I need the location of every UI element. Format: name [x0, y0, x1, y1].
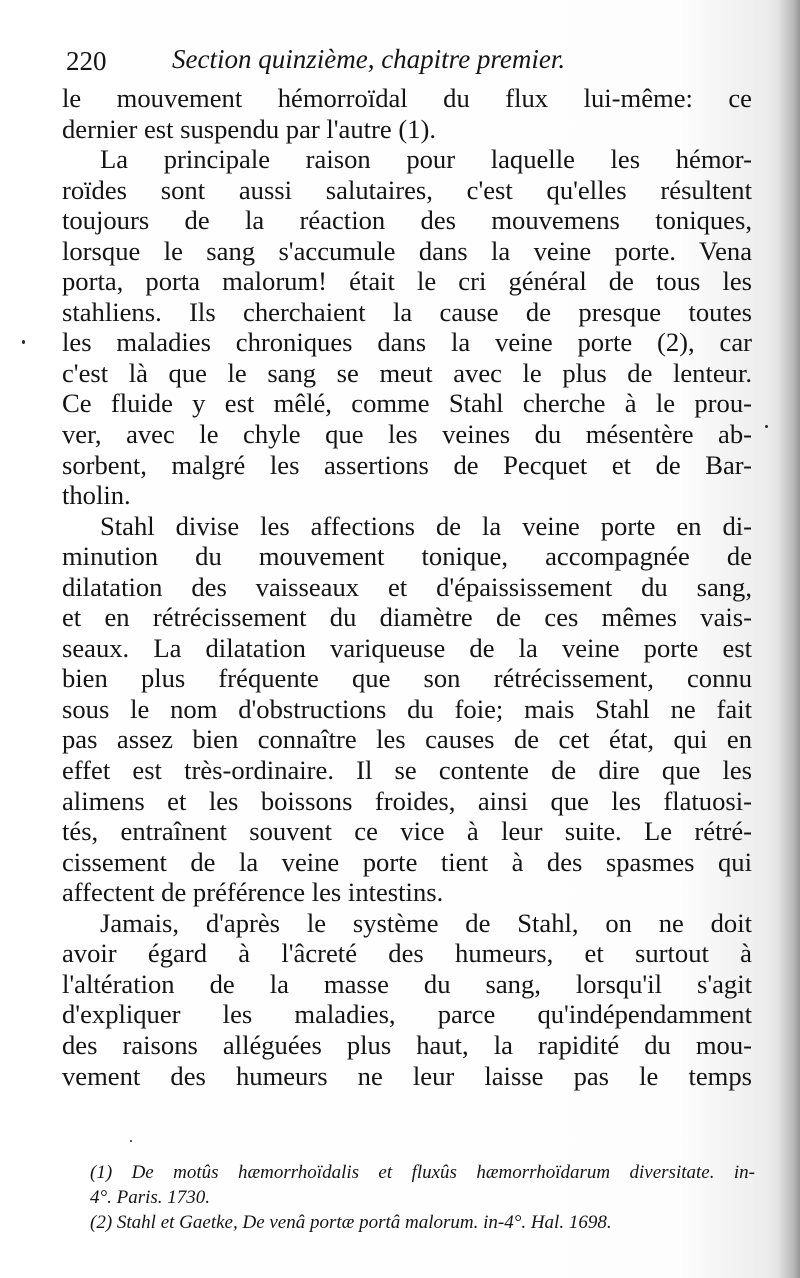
- text-line: les maladies chroniques dans la veine porte (2), car: [62, 327, 752, 358]
- text-line: pas assez bien connaître les causes de cet état, qui en: [62, 724, 752, 755]
- footnote-line: 4°. Paris. 1730.: [90, 1187, 211, 1208]
- text-line: Ce fluide y est mêlé, comme Stahl cherche à le prou-: [62, 388, 752, 419]
- text-line: minution du mouvement tonique, accompagnée de: [62, 541, 752, 572]
- footnotes: [90, 1160, 755, 1235]
- text-line: lorsque le sang s'accumule dans la veine porte. Vena: [62, 235, 752, 266]
- text-line: ver, avec le chyle que les veines du mésentère ab-: [62, 419, 752, 450]
- text-line: Stahl divise les affections de la veine porte en di-: [100, 510, 752, 541]
- text-line: Jamais, d'après le système de Stahl, on ne doit: [100, 907, 752, 938]
- text-line: tholin.: [62, 480, 131, 511]
- text-line: et en rétrécissement du diamètre de ces mêmes vais-: [62, 602, 752, 633]
- text-line: affectent de préférence les intestins.: [62, 877, 444, 908]
- ink-speck: [22, 340, 25, 344]
- text-line: sous le nom d'obstructions du foie; mais Stahl ne fait: [62, 693, 752, 724]
- page-number: 220: [66, 46, 107, 76]
- text-line: le mouvement hémorroïdal du flux lui-même: ce: [62, 83, 752, 113]
- text-line: stahliens. Ils cherchaient la cause de presque toutes: [62, 296, 752, 327]
- text-line: vement des humeurs ne leur laisse pas le temps: [62, 1060, 752, 1091]
- text-line: c'est là que le sang se meut avec le plus de lenteur.: [62, 357, 752, 388]
- footnote-line: (1) De motûs hæmorrhoïdalis et fluxûs hæmorrhoïdarum diversitate. in-: [90, 1162, 755, 1183]
- paragraph: [62, 908, 752, 1091]
- text-line: La principale raison pour laquelle les hémor-: [100, 144, 752, 175]
- running-title: Section quinzième, chapitre premier.: [172, 44, 566, 74]
- text-line: l'altération de la masse du sang, lorsqu'il s'agit: [62, 968, 752, 999]
- text-line: tés, entraînent souvent ce vice à leur suite. Le rétré-: [62, 816, 752, 847]
- text-line: des raisons alléguées plus haut, la rapidité du mou-: [62, 1029, 752, 1060]
- text-line: sorbent, malgré les assertions de Pecquet et de Bar-: [62, 449, 752, 480]
- text-line: porta, porta malorum! était le cri général de tous les: [62, 266, 752, 297]
- ink-speck: [130, 1140, 132, 1142]
- running-header: [62, 44, 752, 84]
- text-line: seaux. La dilatation variqueuse de la veine porte est: [62, 632, 752, 663]
- text-line: cissement de la veine porte tient à des spasmes qui: [62, 846, 752, 877]
- body-text: [62, 83, 752, 1091]
- text-line: d'expliquer les maladies, parce qu'indépendamment: [62, 999, 752, 1030]
- paragraph: [62, 83, 752, 144]
- text-line: roïdes sont aussi salutaires, c'est qu'elles résultent: [62, 174, 752, 205]
- text-line: avoir égard à l'âcreté des humeurs, et surtout à: [62, 938, 752, 969]
- text-line: effet est très-ordinaire. Il se contente de dire que les: [62, 755, 752, 786]
- page-edge-shadow: [778, 0, 800, 1278]
- text-line: dernier est suspendu par l'autre (1).: [62, 113, 437, 144]
- text-line: toujours de la réaction des mouvemens toniques,: [62, 205, 752, 236]
- paragraph: [62, 144, 752, 511]
- text-line: dilatation des vaisseaux et d'épaississement du sang,: [62, 571, 752, 602]
- footnote-line: (2) Stahl et Gaetke, De venâ portæ portâ malorum. in-4°. Hal. 1698.: [90, 1212, 612, 1233]
- text-line: bien plus fréquente que son rétrécissement, connu: [62, 663, 752, 694]
- text-line: alimens et les boissons froides, ainsi que les flatuosi-: [62, 785, 752, 816]
- paragraph: [62, 511, 752, 908]
- ink-speck: [765, 425, 768, 428]
